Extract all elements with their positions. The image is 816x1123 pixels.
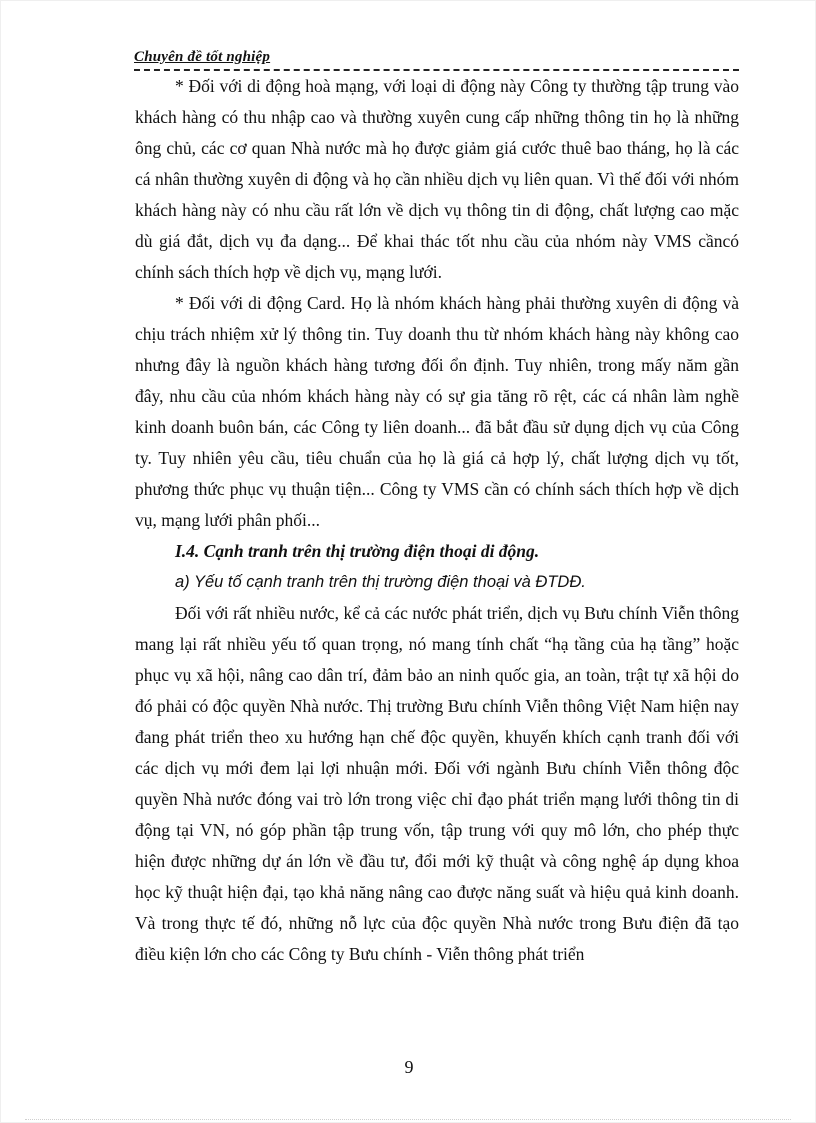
page-number: 9 xyxy=(404,1057,414,1077)
body-text xyxy=(135,71,739,970)
page-header xyxy=(134,47,739,71)
paragraph-di-dong-card: * Đối với di động Card. Họ là nhóm khách hàng phải thường xuyên di động và chịu trách nhiệm xử lý thông tin. Tuy doanh thu từ nhóm khách hàng này không cao nhưng đây là nguồn khách hàng tương đối ổn định. Tuy nhiên, trong mấy năm gần đây, nhu cầu của nhóm khách hàng này có sự gia tăng rõ rệt, các cá nhân làm nghề kinh doanh buôn bán, các Công ty liên doanh... đã bắt đầu sử dụng dịch vụ của Công ty. Tuy nhiên yêu cầu, tiêu chuẩn của họ là giá cả hợp lý, chất lượng dịch vụ tốt, phương thức phục vụ thuận tiện... Công ty VMS cần có chính sách thích hợp về dịch vụ, mạng lưới phân phối... xyxy=(135,293,739,530)
paragraph-doc-quyen: Đối với rất nhiều nước, kể cả các nước phát triển, dịch vụ Bưu chính Viễn thông mang lại rất nhiều yếu tố quan trọng, nó mang tính chất “hạ tầng của hạ tầng” hoặc phục vụ xã hội, nâng cao dân trí, đảm bảo an ninh quốc gia, an toàn, trật tự xã hội do đó phải có độc quyền Nhà nước. Thị trường Bưu chính Viễn thông Việt Nam hiện nay đang phát triển theo xu hướng hạn chế độc quyền, khuyến khích cạnh tranh đối với các dịch vụ mới đem lại lợi nhuận mới. Đối với ngành Bưu chính Viễn thông độc quyền Nhà nước đóng vai trò lớn trong việc chỉ đạo phát triển mạng lưới thông tin di động tại VN, nó góp phần tập trung vốn, tập trung với quy mô lớn, cho phép thực hiện được những dự án lớn về đầu tư, đổi mới kỹ thuật và công nghệ áp dụng khoa học kỹ thuật hiện đại, tạo khả năng nâng cao được năng suất và hiệu quả kinh doanh. Và trong thực tế đó, những nỗ lực của độc quyền Nhà nước trong Bưu điện đã tạo điều kiện lớn cho các Công ty Bưu chính - Viễn thông phát triển xyxy=(135,603,739,964)
section-heading: I.4. Cạnh tranh trên thị trường điện thoại di động. xyxy=(175,541,540,561)
header-title: Chuyên đề tốt nghiệp xyxy=(134,49,271,65)
bottom-divider xyxy=(25,1119,791,1120)
paragraph-hoa-mang: * Đối với di động hoà mạng, với loại di động này Công ty thường tập trung vào khách hàng có thu nhập cao và thường xuyên cung cấp những thông tin họ là những ông chủ, các cơ quan Nhà nước mà họ được giảm giá cước thuê bao tháng, họ là các cá nhân thường xuyên di động và họ cần nhiều dịch vụ liên quan. Vì thế đối với nhóm khách hàng này có nhu cầu rất lớn về dịch vụ thông tin di động, chất lượng cao mặc dù giá đắt, dịch vụ đa dạng... Để khai thác tốt nhu cầu của nhóm này VMS cầncó chính sách thích hợp về dịch vụ, mạng lưới. xyxy=(135,76,739,282)
section-subheading: a) Yếu tố cạnh tranh trên thị trường điện thoại và ĐTDĐ. xyxy=(175,573,586,591)
